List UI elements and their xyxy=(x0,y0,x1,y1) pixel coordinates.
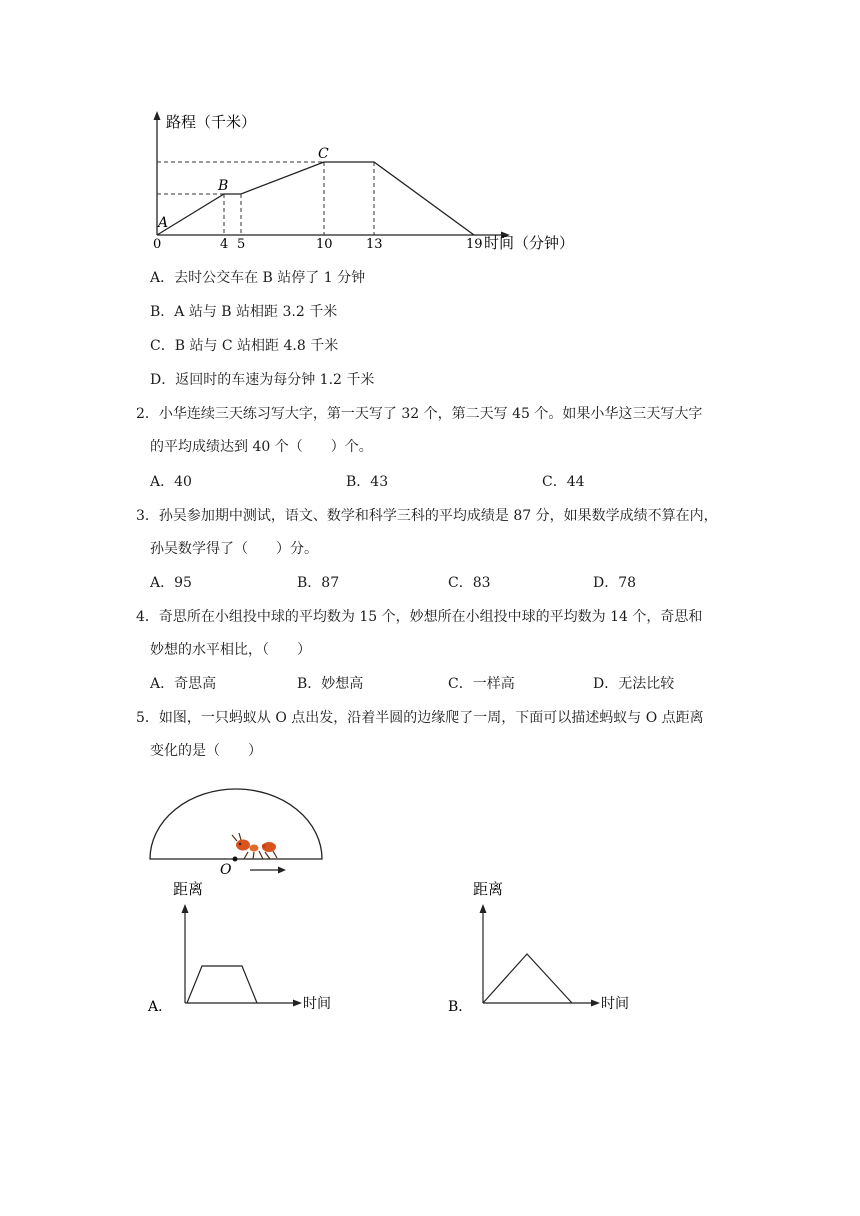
route-line xyxy=(157,162,474,235)
y-axis-label: 路程（千米） xyxy=(166,113,257,131)
semicircle-figure xyxy=(140,770,340,880)
q2-option-b: B．43 xyxy=(346,474,389,490)
q1-option-d: D．返回时的车速为每分钟 1.2 千米 xyxy=(150,372,375,388)
q5-line2: 变化的是（ ） xyxy=(150,743,262,759)
direction-arrow-head-icon xyxy=(278,867,286,874)
graph-b-xlabel: 时间 xyxy=(601,996,629,1012)
graph-a-option-label: A． xyxy=(148,999,173,1015)
q1-option-c: C．B 站与 C 站相距 4.8 千米 xyxy=(150,338,339,354)
graph-b-option-label: B． xyxy=(448,999,473,1015)
point-label-a: A xyxy=(158,215,169,231)
q2-option-a: A．40 xyxy=(150,474,192,490)
q3-option-d: D．78 xyxy=(593,575,637,591)
q2-line1: 2．小华连续三天练习写大字，第一天写了 32 个，第二天写 45 个。如果小华这三天写大字 xyxy=(136,406,703,422)
graph-b-y-arrow-icon xyxy=(480,904,487,913)
graph-a-xlabel: 时间 xyxy=(303,996,331,1012)
x-tick-4: 4 xyxy=(220,237,229,252)
q5-line1: 5．如图，一只蚂蚁从 O 点出发，沿着半圆的边缘爬了一周，下面可以描述蚂蚁与 O 点距离 xyxy=(136,710,704,726)
q4-line2: 妙想的水平相比，（ ） xyxy=(150,642,311,658)
q3-option-b: B．87 xyxy=(297,575,340,591)
point-o-label: O xyxy=(220,862,232,878)
q1-option-b: B．A 站与 B 站相距 3.2 千米 xyxy=(150,304,338,320)
q1-option-a: A．去时公交车在 B 站停了 1 分钟 xyxy=(150,270,366,286)
graph-a-ylabel: 距离 xyxy=(173,880,204,898)
graph-b xyxy=(440,876,650,1021)
point-o xyxy=(233,857,238,862)
q2-line2: 的平均成绩达到 40 个（ ）个。 xyxy=(150,439,373,455)
x-tick-13: 13 xyxy=(366,237,383,252)
distance-time-graph xyxy=(140,105,600,260)
graph-a-x-arrow-icon xyxy=(293,1000,302,1007)
q3-line2: 孙吴数学得了（ ）分。 xyxy=(150,541,318,557)
q4-option-c: C．一样高 xyxy=(448,676,515,692)
ant-icon xyxy=(232,833,277,859)
graph-a xyxy=(140,876,350,1021)
point-label-c: C xyxy=(318,146,329,162)
graph-b-x-arrow-icon xyxy=(591,1000,600,1007)
q4-option-d: D．无法比较 xyxy=(593,676,675,692)
q2-option-c: C．44 xyxy=(542,474,585,490)
graph-a-y-arrow-icon xyxy=(182,904,189,913)
q3-line1: 3．孙吴参加期中测试，语文、数学和科学三科的平均成绩是 87 分，如果数学成绩不算在内， xyxy=(136,508,718,524)
y-axis-arrow-icon xyxy=(154,111,161,120)
graph-a-curve xyxy=(187,966,257,1003)
q4-option-b: B．妙想高 xyxy=(297,676,364,692)
semicircle-outline xyxy=(150,789,322,859)
q3-option-a: A．95 xyxy=(150,575,192,591)
x-tick-0: 0 xyxy=(153,237,162,252)
q3-option-c: C．83 xyxy=(448,575,491,591)
q4-option-a: A．奇思高 xyxy=(150,676,217,692)
x-tick-10: 10 xyxy=(316,237,333,252)
x-tick-19: 19 xyxy=(466,237,483,252)
x-tick-5: 5 xyxy=(237,237,246,252)
graph-b-curve xyxy=(483,954,572,1003)
point-label-b: B xyxy=(218,178,229,194)
q4-line1: 4．奇思所在小组投中球的平均数为 15 个，妙想所在小组投中球的平均数为 14 个，奇思和 xyxy=(136,609,703,625)
graph-b-ylabel: 距离 xyxy=(473,880,504,898)
x-axis-label: 时间（分钟） xyxy=(484,234,575,252)
